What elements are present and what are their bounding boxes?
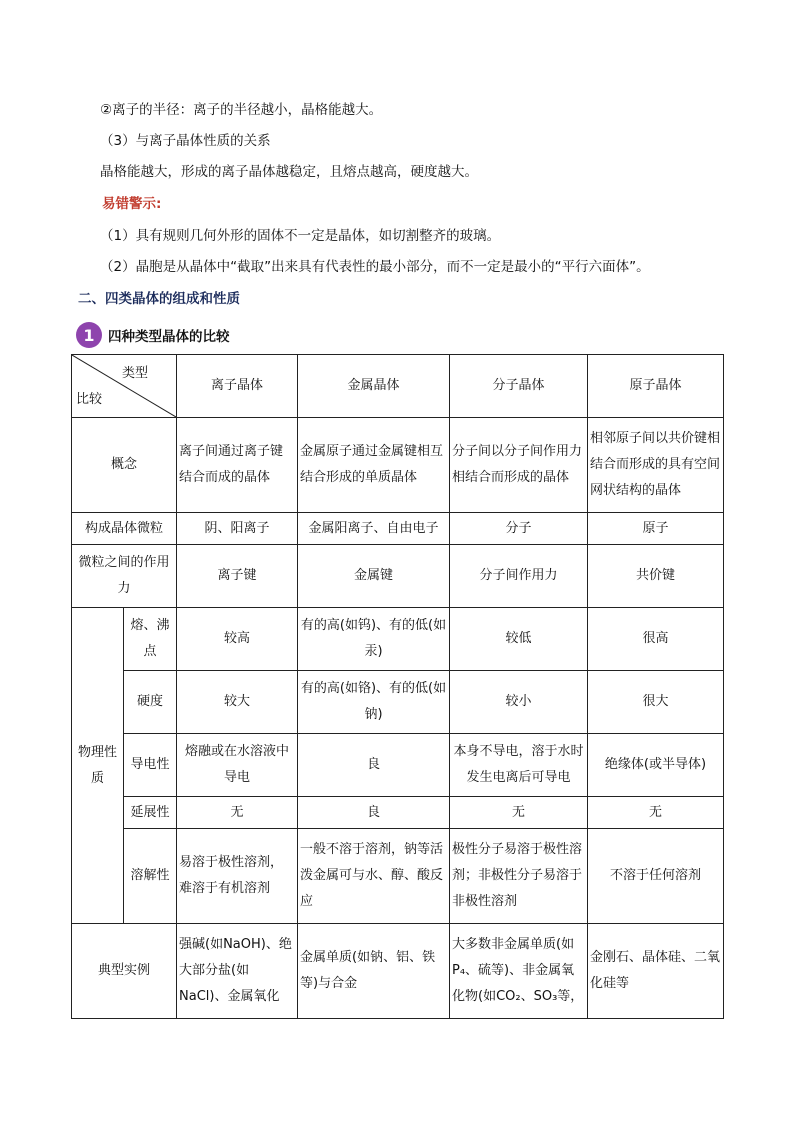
cell-concept-atomic: 相邻原子间以共价键相结合而形成的具有空间网状结构的晶体: [588, 418, 724, 513]
cell-ductility-molecular: 无: [450, 797, 588, 829]
table-row: [72, 545, 724, 608]
cell-concept-ionic: 离子间通过离子键结合而成的晶体: [177, 418, 298, 513]
row-label-concept: 概念: [72, 418, 177, 513]
sub-label-solubility: 溶解性: [124, 829, 177, 924]
table-row: [72, 734, 724, 797]
warning-label: 易错警示:: [102, 196, 162, 212]
cell-interaction-ionic: 离子键: [177, 545, 298, 608]
cell-melting-atomic: 很高: [588, 608, 724, 671]
cell-solubility-metallic: 一般不溶于溶剂，钠等活泼金属可与水、醇、酸反应: [298, 829, 450, 924]
cell-hardness-atomic: 很大: [588, 671, 724, 734]
sub-label-hardness: 硬度: [124, 671, 177, 734]
cell-ductility-ionic: 无: [177, 797, 298, 829]
text-line-warning-2: （2）晶胞是从晶体中“截取”出来具有代表性的最小部分，而不一定是最小的“平行六面体”。: [100, 259, 650, 275]
table-row: [72, 608, 724, 671]
cell-hardness-molecular: 较小: [450, 671, 588, 734]
cell-concept-metallic: 金属原子通过金属键相互结合形成的单质晶体: [298, 418, 450, 513]
number-badge: 1: [76, 322, 102, 348]
cell-conductivity-metallic: 良: [298, 734, 450, 797]
header-molecular: 分子晶体: [450, 355, 588, 418]
cell-conductivity-molecular: 本身不导电，溶于水时发生电离后可导电: [450, 734, 588, 797]
cell-solubility-ionic: 易溶于极性溶剂，难溶于有机溶剂: [177, 829, 298, 924]
cell-melting-molecular: 较低: [450, 608, 588, 671]
corner-cell: [72, 355, 177, 418]
crystal-comparison-table: [71, 354, 724, 1019]
cell-conductivity-atomic: 绝缘体(或半导体): [588, 734, 724, 797]
cell-melting-ionic: 较高: [177, 608, 298, 671]
sub-label-ductility: 延展性: [124, 797, 177, 829]
header-metallic: 金属晶体: [298, 355, 450, 418]
cell-interaction-molecular: 分子间作用力: [450, 545, 588, 608]
row-label-physical: 物理性质: [72, 608, 124, 924]
cell-solubility-molecular: 极性分子易溶于极性溶剂；非极性分子易溶于非极性溶剂: [450, 829, 588, 924]
cell-particles-metallic: 金属阳离子、自由电子: [298, 513, 450, 545]
row-label-examples: 典型实例: [72, 924, 177, 1019]
cell-conductivity-ionic: 熔融或在水溶液中导电: [177, 734, 298, 797]
cell-hardness-metallic: 有的高(如铬)、有的低(如钠): [298, 671, 450, 734]
cell-ductility-metallic: 良: [298, 797, 450, 829]
cell-concept-molecular: 分子间以分子间作用力相结合而形成的晶体: [450, 418, 588, 513]
text-line-warning-1: （1）具有规则几何外形的固体不一定是晶体，如切割整齐的玻璃。: [100, 228, 501, 244]
sub-label-conductivity: 导电性: [124, 734, 177, 797]
table-row: [72, 924, 724, 1019]
text-line-subheading: （3）与离子晶体性质的关系: [100, 133, 271, 149]
header-ionic: 离子晶体: [177, 355, 298, 418]
cell-examples-atomic: 金刚石、晶体硅、二氧化硅等: [588, 924, 724, 1019]
table-caption: [76, 322, 230, 348]
cell-hardness-ionic: 较大: [177, 671, 298, 734]
table-row: [72, 513, 724, 545]
table-row: [72, 829, 724, 924]
cell-examples-molecular: 大多数非金属单质(如P₄、硫等)、非金属氧化物(如CO₂、SO₃等，: [450, 924, 588, 1019]
table-row: [72, 797, 724, 829]
cell-ductility-atomic: 无: [588, 797, 724, 829]
sub-label-melting: 熔、沸点: [124, 608, 177, 671]
cell-examples-ionic: 强碱(如NaOH)、绝大部分盐(如NaCl)、金属氧化: [177, 924, 298, 1019]
row-label-interaction: 微粒之间的作用力: [72, 545, 177, 608]
table-header-row: [72, 355, 724, 418]
cell-melting-metallic: 有的高(如钨)、有的低(如汞): [298, 608, 450, 671]
text-line-lattice-energy: 晶格能越大，形成的离子晶体越稳定，且熔点越高，硬度越大。: [100, 164, 478, 180]
cell-interaction-atomic: 共价键: [588, 545, 724, 608]
row-label-particles: 构成晶体微粒: [72, 513, 177, 545]
table-caption-title: 四种类型晶体的比较: [108, 329, 230, 345]
cell-solubility-atomic: 不溶于任何溶剂: [588, 829, 724, 924]
cell-particles-atomic: 原子: [588, 513, 724, 545]
text-line-ion-radius: ②离子的半径：离子的半径越小，晶格能越大。: [100, 102, 383, 118]
cell-particles-ionic: 阴、阳离子: [177, 513, 298, 545]
section-heading: 二、四类晶体的组成和性质: [78, 291, 240, 307]
corner-type-label: 类型: [121, 366, 148, 381]
table-row: [72, 671, 724, 734]
cell-interaction-metallic: 金属键: [298, 545, 450, 608]
header-atomic: 原子晶体: [588, 355, 724, 418]
table-row: [72, 418, 724, 513]
cell-examples-metallic: 金属单质(如钠、铝、铁等)与合金: [298, 924, 450, 1019]
cell-particles-molecular: 分子: [450, 513, 588, 545]
corner-compare-label: 比较: [76, 392, 103, 407]
